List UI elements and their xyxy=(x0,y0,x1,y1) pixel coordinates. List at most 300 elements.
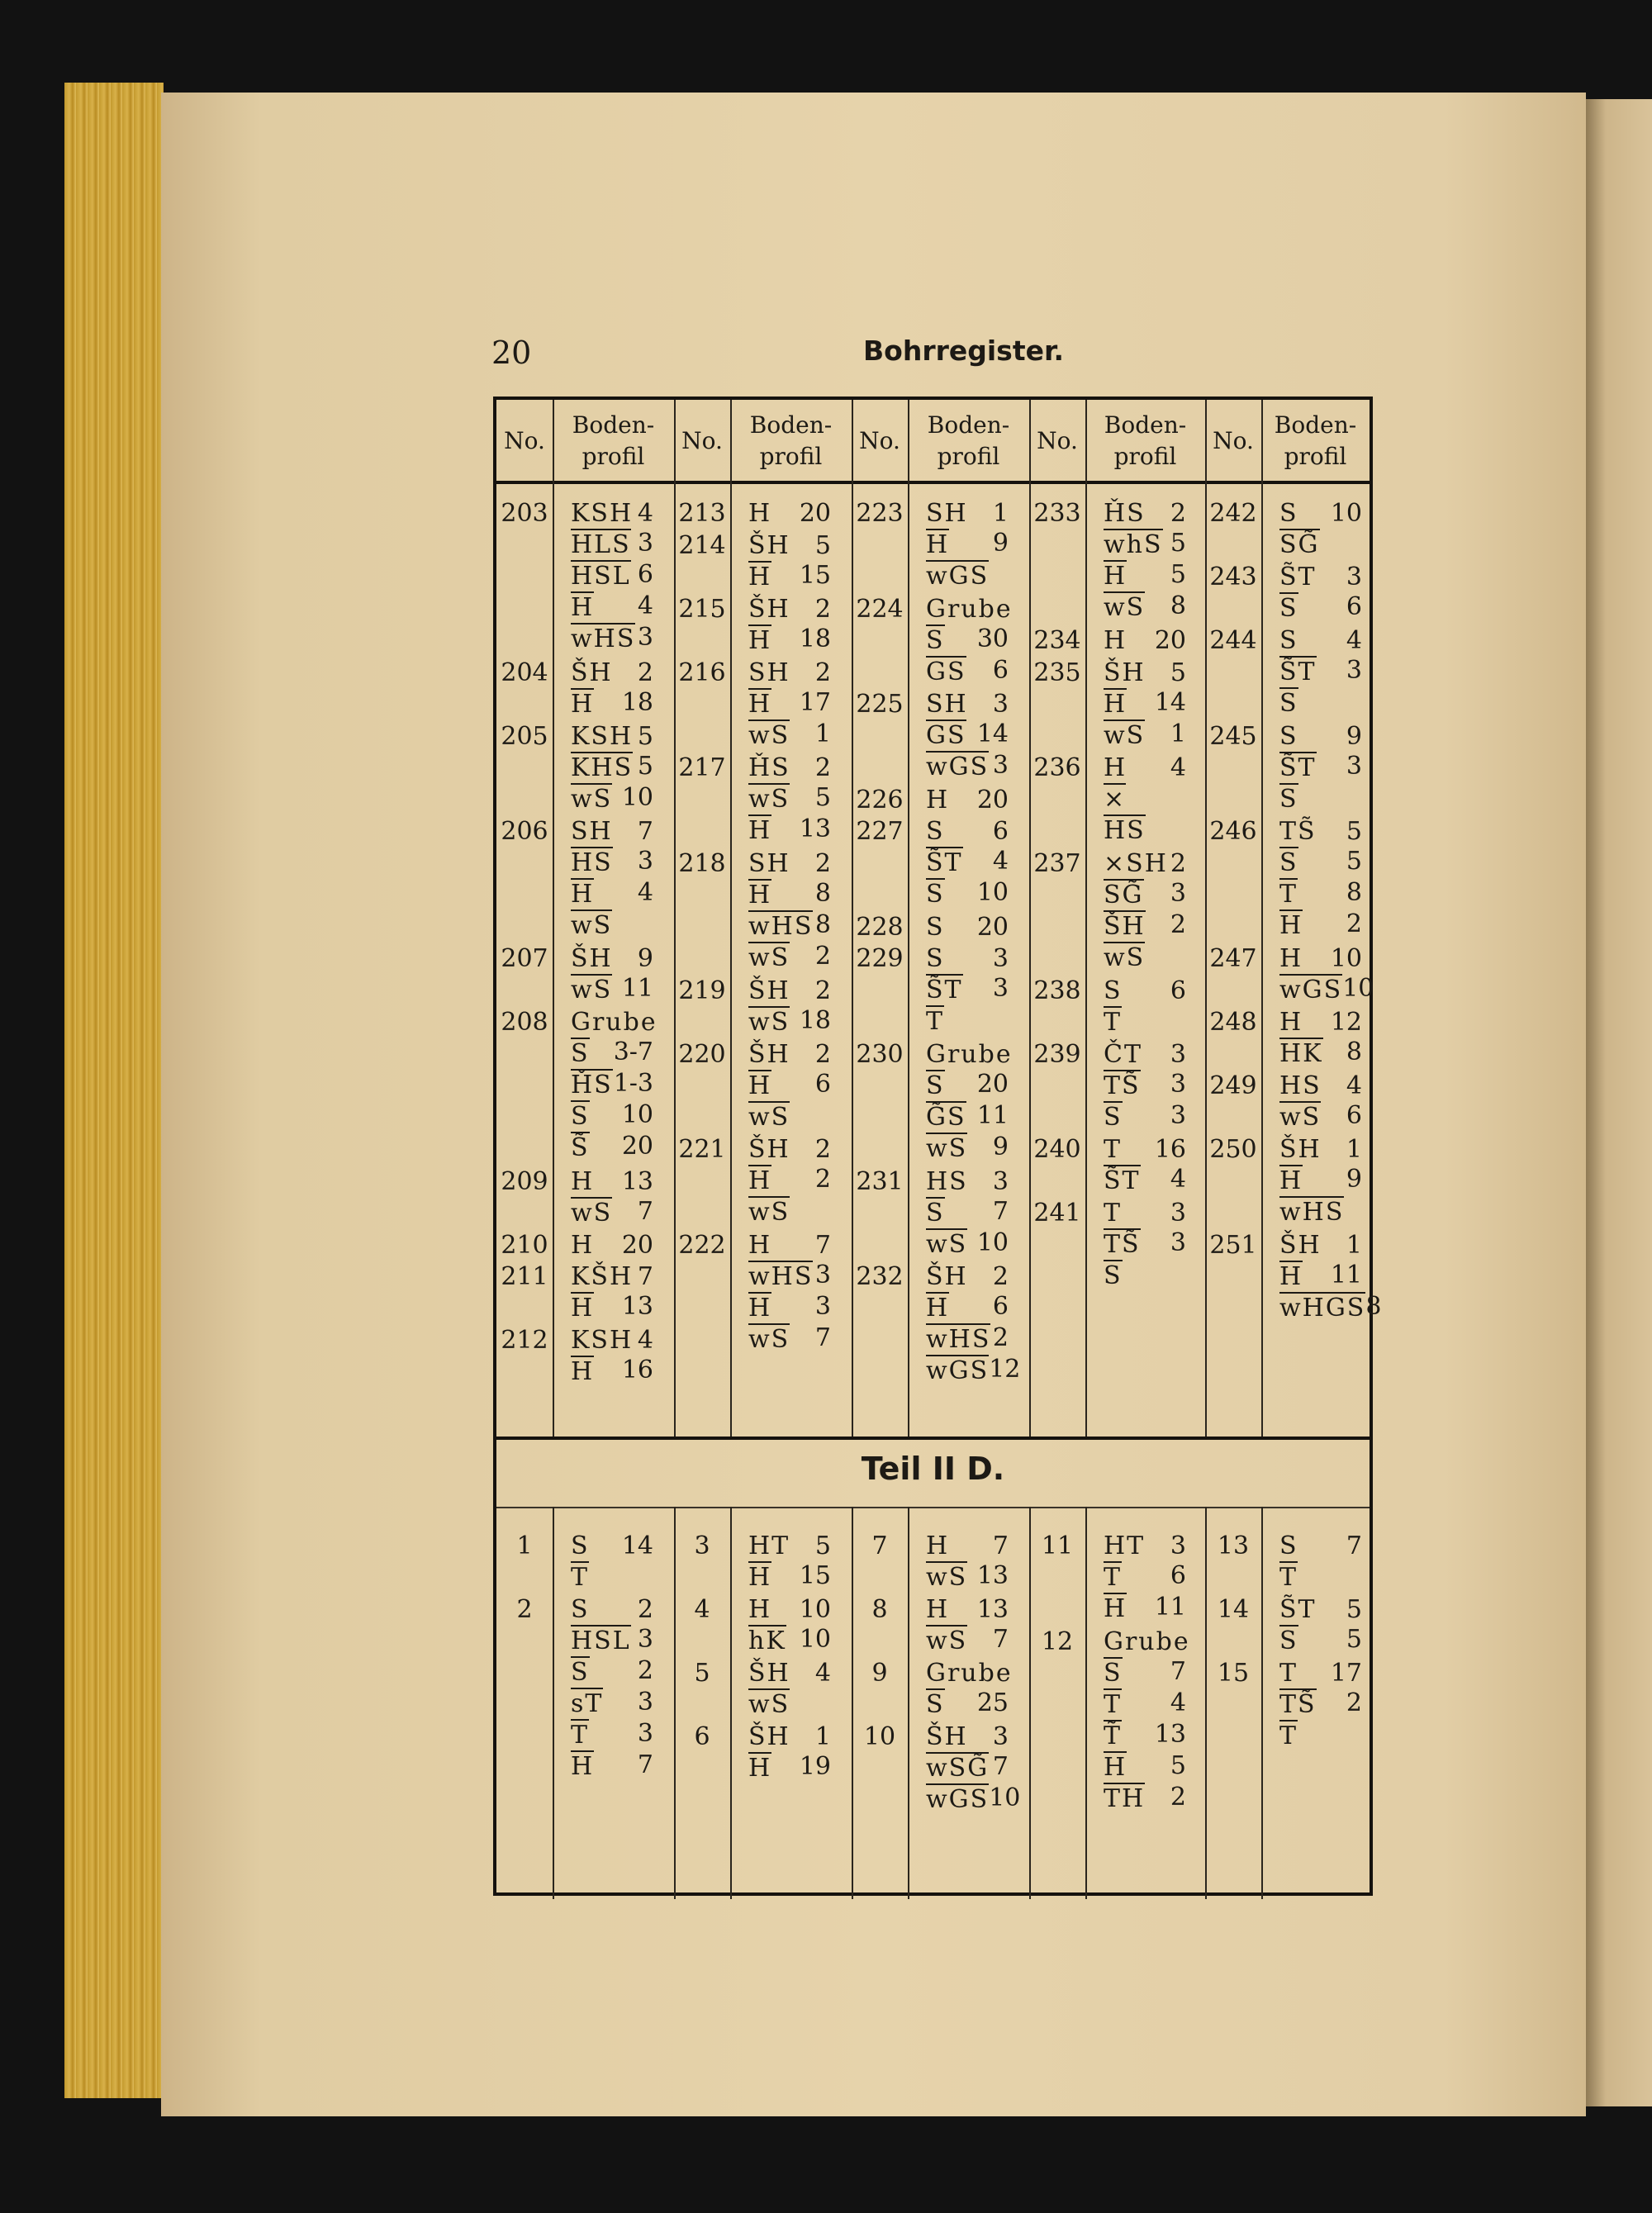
profile-layer xyxy=(926,1688,1009,1720)
upper-entry-number: 248 xyxy=(1209,1008,1257,1037)
profile-layer xyxy=(748,688,831,719)
layer-symbol: wS xyxy=(748,785,790,814)
profile-layer xyxy=(1104,560,1186,591)
header-bodenprofil-line2: profil xyxy=(759,443,823,470)
layer-symbol: GS xyxy=(926,657,966,686)
upper-entry-number: 235 xyxy=(1033,658,1081,687)
profile-layer xyxy=(748,1292,831,1323)
layer-symbol: wS xyxy=(1104,593,1146,622)
layer-depth: 2 xyxy=(814,976,831,1005)
profile-layer xyxy=(571,944,653,974)
layer-symbol: S̃T xyxy=(926,848,963,877)
layer-symbol: H xyxy=(748,499,772,528)
layer-depth: 4 xyxy=(992,847,1009,876)
upper-entry-number: 243 xyxy=(1209,563,1257,591)
profile-layer xyxy=(571,847,653,878)
layer-depth: 5 xyxy=(1346,847,1362,876)
lower-profile xyxy=(571,1595,653,1782)
upper-entry-number: 205 xyxy=(501,721,548,751)
profile-layer xyxy=(748,1135,831,1165)
profile-layer xyxy=(748,1722,831,1752)
upper-entry-number: 217 xyxy=(678,753,726,782)
upper-entry-number: 244 xyxy=(1209,626,1257,655)
layer-symbol: T xyxy=(1104,1199,1123,1228)
profile-layer xyxy=(926,594,1013,624)
lower-profile xyxy=(748,1595,831,1656)
upper-entry-number: 236 xyxy=(1033,753,1081,782)
profile-layer xyxy=(748,1070,831,1101)
profile-layer xyxy=(1104,976,1186,1006)
layer-depth: 20 xyxy=(1154,626,1186,655)
column-rule xyxy=(674,400,676,1437)
layer-depth: 20 xyxy=(976,912,1009,942)
upper-profile xyxy=(571,1008,657,1163)
lower-entry-number: 1 xyxy=(516,1532,533,1560)
layer-symbol: H xyxy=(748,1166,772,1195)
profile-layer xyxy=(748,910,831,942)
layer-depth: 13 xyxy=(976,1595,1009,1624)
upper-profile xyxy=(926,1262,1021,1386)
upper-entry-number: 230 xyxy=(856,1039,904,1069)
layer-depth: 5 xyxy=(814,1532,831,1560)
layer-depth: 7 xyxy=(992,1196,1009,1226)
layer-symbol: H xyxy=(1104,626,1127,655)
profile-layer xyxy=(926,1101,1009,1133)
profile-layer xyxy=(926,529,1009,560)
upper-entry-number: 226 xyxy=(856,785,904,814)
layer-symbol: ŠH xyxy=(748,530,790,560)
layer-symbol: S xyxy=(1279,499,1298,528)
layer-symbol: wS xyxy=(748,1007,790,1037)
layer-symbol: ŠH xyxy=(748,1039,790,1069)
layer-symbol: wS xyxy=(926,1229,968,1259)
profile-layer xyxy=(1104,1070,1186,1101)
header-bodenprofil-line2: profil xyxy=(1284,443,1347,470)
profile-layer xyxy=(748,1101,831,1133)
layer-symbol: S xyxy=(1104,976,1123,1005)
profile-layer xyxy=(1279,878,1362,909)
layer-depth: 6 xyxy=(1170,1561,1186,1590)
profile-layer xyxy=(571,722,653,752)
layer-depth: 3 xyxy=(992,1166,1009,1196)
layer-depth: 16 xyxy=(1154,1135,1186,1164)
layer-symbol: KHS xyxy=(571,753,634,782)
layer-symbol: S xyxy=(1279,689,1298,718)
upper-profile xyxy=(571,658,653,719)
layer-symbol: S̃T xyxy=(1279,1595,1317,1624)
profile-layer xyxy=(748,976,831,1006)
layer-symbol: SG̃ xyxy=(1279,530,1320,559)
lower-entry-number: 2 xyxy=(516,1595,533,1624)
layer-symbol: H xyxy=(748,625,772,655)
profile-layer xyxy=(1104,910,1186,942)
profile-layer xyxy=(748,753,831,783)
profile-layer xyxy=(748,1006,831,1038)
layer-symbol: S xyxy=(1104,1261,1123,1290)
upper-profile xyxy=(926,1039,1013,1164)
layer-symbol: H xyxy=(748,1230,772,1260)
layer-depth: 3 xyxy=(992,690,1009,719)
layer-depth: 10 xyxy=(989,1783,1021,1812)
layer-depth: 6 xyxy=(992,817,1009,846)
layer-symbol: × xyxy=(1104,785,1127,814)
layer-symbol: ×SH xyxy=(1104,848,1168,878)
profile-layer xyxy=(571,1132,653,1163)
profile-layer xyxy=(1279,1261,1362,1292)
layer-symbol: ȞS xyxy=(571,1071,613,1099)
layer-depth: 5 xyxy=(814,783,831,812)
layer-symbol: ŠH xyxy=(748,1135,790,1164)
section-rule-bottom xyxy=(496,1507,1370,1508)
profile-layer xyxy=(926,719,1009,751)
layer-symbol: HS xyxy=(1279,1071,1322,1100)
lower-entry-number: 8 xyxy=(871,1595,888,1624)
upper-entry-number: 221 xyxy=(678,1135,726,1164)
layer-symbol: H xyxy=(1279,944,1303,973)
upper-entry-number: 227 xyxy=(856,817,904,846)
layer-depth: 6 xyxy=(992,655,1009,685)
upper-profile xyxy=(1279,944,1374,1005)
profile-layer xyxy=(571,752,653,783)
layer-symbol: GS xyxy=(926,721,966,750)
layer-symbol: ŠH xyxy=(748,976,790,1005)
layer-depth: 11 xyxy=(976,1100,1009,1130)
header-bodenprofil xyxy=(1085,400,1205,482)
header-no: No. xyxy=(504,427,545,454)
profile-layer xyxy=(1104,1006,1186,1038)
header-bodenprofil xyxy=(908,400,1029,482)
profile-layer xyxy=(571,1625,653,1656)
layer-symbol: wS xyxy=(571,784,613,814)
layer-symbol: HS xyxy=(926,1166,968,1196)
layer-symbol: ŠH xyxy=(748,1722,790,1751)
layer-depth: 3 xyxy=(1170,1069,1186,1099)
profile-layer xyxy=(571,1231,653,1261)
layer-symbol: HSL xyxy=(571,562,631,591)
upper-entry-number: 251 xyxy=(1209,1230,1257,1260)
profile-layer xyxy=(571,1292,653,1323)
upper-entry-number: 237 xyxy=(1033,848,1081,878)
column-rule xyxy=(852,1507,853,1899)
layer-symbol: H xyxy=(1279,1166,1303,1195)
upper-entry-number: 210 xyxy=(501,1230,548,1260)
header-bodenprofil-line1: Boden- xyxy=(749,411,833,439)
profile-layer xyxy=(571,1561,653,1593)
column-rule xyxy=(1261,1507,1263,1899)
layer-symbol: H xyxy=(1104,753,1127,782)
header-bodenprofil xyxy=(730,400,852,482)
layer-symbol: wS xyxy=(571,911,613,940)
layer-depth: 8 xyxy=(1170,591,1186,620)
upper-profile xyxy=(748,658,831,751)
profile-layer xyxy=(1279,1071,1362,1101)
layer-symbol: S xyxy=(926,912,945,942)
layer-symbol: Grube xyxy=(1104,1627,1190,1656)
layer-symbol: S̃T xyxy=(1104,1166,1141,1195)
upper-profile xyxy=(748,531,831,592)
layer-depth: 7 xyxy=(637,817,653,846)
layer-depth: 3 xyxy=(992,1722,1009,1751)
layer-symbol: HT xyxy=(748,1532,790,1560)
layer-depth: 17 xyxy=(1330,1659,1362,1688)
profile-layer xyxy=(748,1659,831,1688)
layer-symbol: S xyxy=(571,1532,590,1560)
layer-symbol: ŠH xyxy=(926,1722,968,1751)
lower-entry-number: 13 xyxy=(1217,1532,1250,1560)
layer-depth: 2 xyxy=(1346,909,1362,938)
layer-symbol: whS xyxy=(1104,530,1163,559)
header-no: No. xyxy=(1213,427,1254,454)
profile-layer xyxy=(571,1008,657,1038)
layer-depth: 6 xyxy=(1346,1101,1362,1130)
layer-depth: 7 xyxy=(814,1323,831,1352)
profile-layer xyxy=(926,656,1009,687)
layer-depth: 20 xyxy=(621,1132,653,1161)
upper-profile xyxy=(748,849,831,973)
upper-profile xyxy=(1104,849,1186,973)
profile-layer xyxy=(1279,1688,1362,1720)
layer-symbol: wS xyxy=(748,943,790,972)
profile-layer xyxy=(571,560,653,591)
profile-layer xyxy=(571,1719,653,1750)
upper-profile xyxy=(571,499,653,654)
profile-layer xyxy=(1279,1165,1362,1196)
upper-entry-number: 212 xyxy=(501,1326,548,1355)
layer-depth: 1 xyxy=(1346,1135,1362,1164)
layer-depth: 7 xyxy=(1170,1656,1186,1686)
upper-profile xyxy=(748,595,831,656)
profile-layer xyxy=(571,1069,653,1100)
layer-symbol: S xyxy=(1279,784,1298,814)
layer-depth: 2 xyxy=(637,1656,653,1685)
profile-layer xyxy=(748,658,831,688)
layer-symbol: HK xyxy=(1279,1039,1323,1068)
upper-profile xyxy=(1279,1230,1382,1323)
layer-symbol: H xyxy=(748,880,772,909)
layer-symbol: wGS xyxy=(926,1356,990,1385)
layer-symbol: H xyxy=(571,880,595,909)
layer-depth: 25 xyxy=(976,1688,1009,1717)
layer-symbol: wHS xyxy=(926,1325,991,1354)
layer-depth: 2 xyxy=(637,1595,653,1624)
profile-layer xyxy=(926,1752,1009,1783)
layer-symbol: H xyxy=(1279,1008,1303,1037)
layer-depth: 6 xyxy=(814,1069,831,1099)
layer-symbol: T xyxy=(1279,880,1298,909)
profile-layer xyxy=(571,817,653,847)
layer-depth: 1-3 xyxy=(613,1069,653,1098)
profile-layer xyxy=(748,849,831,879)
layer-depth: 3 xyxy=(1170,878,1186,908)
upper-profile xyxy=(1279,817,1362,941)
layer-depth: 5 xyxy=(637,751,653,781)
layer-symbol: Grube xyxy=(926,1039,1013,1069)
lower-profile xyxy=(748,1659,831,1720)
layer-symbol: sT xyxy=(571,1689,604,1718)
profile-layer xyxy=(926,786,1009,815)
layer-depth: 6 xyxy=(992,1292,1009,1321)
layer-depth: 13 xyxy=(799,814,831,843)
upper-entry-number: 211 xyxy=(501,1262,548,1291)
layer-depth: 2 xyxy=(637,658,653,687)
section-title: Teil II D. xyxy=(861,1451,1005,1487)
layer-symbol: T xyxy=(571,1721,590,1750)
lower-entry-number: 10 xyxy=(863,1722,896,1751)
layer-depth: 2 xyxy=(1170,909,1186,939)
layer-symbol: TH xyxy=(1104,1783,1146,1813)
upper-profile xyxy=(1104,753,1186,846)
layer-depth: 9 xyxy=(1346,1165,1362,1194)
upper-entry-number: 216 xyxy=(678,658,726,687)
layer-depth: 18 xyxy=(621,687,653,717)
layer-depth: 10 xyxy=(1330,499,1362,528)
profile-layer xyxy=(1279,626,1362,656)
layer-symbol: T xyxy=(1104,1007,1123,1037)
layer-depth: 2 xyxy=(1170,1782,1186,1812)
profile-layer xyxy=(926,817,1009,847)
upper-profile xyxy=(1104,626,1186,656)
profile-layer xyxy=(1104,499,1186,529)
profile-layer xyxy=(926,690,1009,719)
layer-symbol: S̃T xyxy=(1279,753,1317,782)
upper-entry-number: 219 xyxy=(678,976,726,1005)
upper-profile xyxy=(926,944,1009,1037)
profile-layer xyxy=(1104,1135,1186,1165)
layer-depth: 1 xyxy=(1170,719,1186,748)
layer-depth: 20 xyxy=(621,1230,653,1260)
layer-depth: 15 xyxy=(799,1561,831,1590)
upper-profile xyxy=(1104,1199,1186,1291)
column-rule xyxy=(553,400,554,1437)
layer-symbol: H xyxy=(1104,689,1127,719)
profile-layer xyxy=(1104,1532,1186,1561)
profile-layer xyxy=(1104,688,1186,719)
header-no: No. xyxy=(681,427,723,454)
layer-depth: 6 xyxy=(1170,976,1186,1005)
layer-depth: 3 xyxy=(637,1719,653,1748)
profile-layer xyxy=(571,591,653,623)
layer-symbol: TS̃ xyxy=(1279,817,1317,846)
layer-depth: 7 xyxy=(637,1262,653,1291)
page-number: 20 xyxy=(491,335,532,371)
layer-symbol: T xyxy=(926,1007,945,1036)
profile-layer xyxy=(926,624,1009,656)
layer-symbol: H xyxy=(748,1293,772,1323)
layer-symbol: wS xyxy=(571,1198,613,1228)
lower-profile xyxy=(1279,1595,1362,1656)
layer-symbol: H xyxy=(926,1595,950,1624)
upper-profile xyxy=(748,1231,831,1355)
layer-symbol: S xyxy=(926,944,945,973)
layer-depth: 13 xyxy=(976,1561,1009,1590)
profile-layer xyxy=(926,878,1009,909)
layer-symbol: TS̃ xyxy=(1279,1690,1317,1719)
layer-symbol: hK xyxy=(748,1627,786,1655)
profile-layer xyxy=(926,1783,1021,1815)
profile-layer xyxy=(1279,1135,1362,1165)
header-bodenprofil-line1: Boden- xyxy=(572,411,655,439)
profile-layer xyxy=(926,1070,1009,1101)
layer-depth: 4 xyxy=(814,1659,831,1688)
layer-depth: 3 xyxy=(1170,1228,1186,1257)
layer-symbol: SG̃ xyxy=(1104,880,1144,909)
profile-layer xyxy=(926,1197,1009,1228)
layer-depth: 10 xyxy=(976,878,1009,907)
profile-layer xyxy=(1279,722,1362,752)
upper-entry-number: 228 xyxy=(856,912,904,942)
upper-entry-number: 204 xyxy=(501,658,548,687)
profile-layer xyxy=(926,1355,1021,1386)
layer-symbol: H xyxy=(926,785,950,814)
profile-layer xyxy=(926,560,1009,591)
upper-profile xyxy=(748,1040,831,1133)
layer-symbol: H xyxy=(748,689,772,719)
layer-symbol: T xyxy=(1279,1659,1298,1688)
profile-layer xyxy=(571,1750,653,1782)
layer-symbol: ȞS xyxy=(1104,499,1146,528)
layer-depth: 9 xyxy=(637,944,653,973)
layer-depth: 3 xyxy=(1170,1100,1186,1130)
profile-layer xyxy=(1104,814,1186,846)
profile-layer xyxy=(748,1688,831,1720)
lower-profile xyxy=(1279,1659,1362,1751)
column-rule xyxy=(1085,400,1087,1437)
layer-symbol: H xyxy=(571,1357,595,1386)
profile-layer xyxy=(1104,1165,1186,1196)
layer-symbol: wHS xyxy=(571,624,636,653)
upper-entry-number: 220 xyxy=(678,1039,726,1069)
upper-profile xyxy=(571,817,653,941)
upper-entry-number: 206 xyxy=(501,817,548,846)
layer-symbol: wGS xyxy=(926,562,990,591)
profile-layer xyxy=(926,1323,1009,1355)
upper-profile xyxy=(748,499,831,529)
upper-profile xyxy=(571,722,653,814)
column-rule xyxy=(730,400,732,1437)
running-head: Bohrregister. xyxy=(863,335,1065,367)
layer-depth: 4 xyxy=(1346,626,1362,655)
layer-depth: 8 xyxy=(814,909,831,939)
layer-symbol: T xyxy=(1104,1135,1123,1164)
profile-layer xyxy=(748,531,831,561)
lower-entry-number: 9 xyxy=(871,1659,888,1688)
profile-layer xyxy=(571,1595,653,1625)
upper-entry-number: 234 xyxy=(1033,626,1081,655)
layer-symbol: wS xyxy=(1104,720,1146,750)
layer-symbol: wS xyxy=(571,976,613,1004)
profile-layer xyxy=(926,1133,1009,1164)
layer-depth: 11 xyxy=(1330,1260,1362,1289)
profile-layer xyxy=(926,1005,1009,1037)
layer-depth: 4 xyxy=(637,499,653,528)
layer-depth: 5 xyxy=(1170,1750,1186,1780)
upper-profile xyxy=(926,817,1009,909)
column-rule xyxy=(1261,400,1263,1437)
layer-depth: 5 xyxy=(637,721,653,751)
layer-symbol: S xyxy=(1279,721,1298,751)
profile-layer xyxy=(571,878,653,909)
layer-symbol: H xyxy=(748,1595,772,1624)
layer-symbol: wS xyxy=(748,1102,790,1132)
layer-symbol: H xyxy=(748,1754,772,1783)
upper-profile xyxy=(926,786,1009,815)
profile-layer xyxy=(1104,1040,1186,1070)
layer-depth: 9 xyxy=(1346,721,1362,751)
profile-layer xyxy=(748,561,831,592)
layer-symbol: H xyxy=(748,562,772,591)
layer-depth: 13 xyxy=(621,1166,653,1196)
header-bodenprofil-line2: profil xyxy=(937,443,1000,470)
